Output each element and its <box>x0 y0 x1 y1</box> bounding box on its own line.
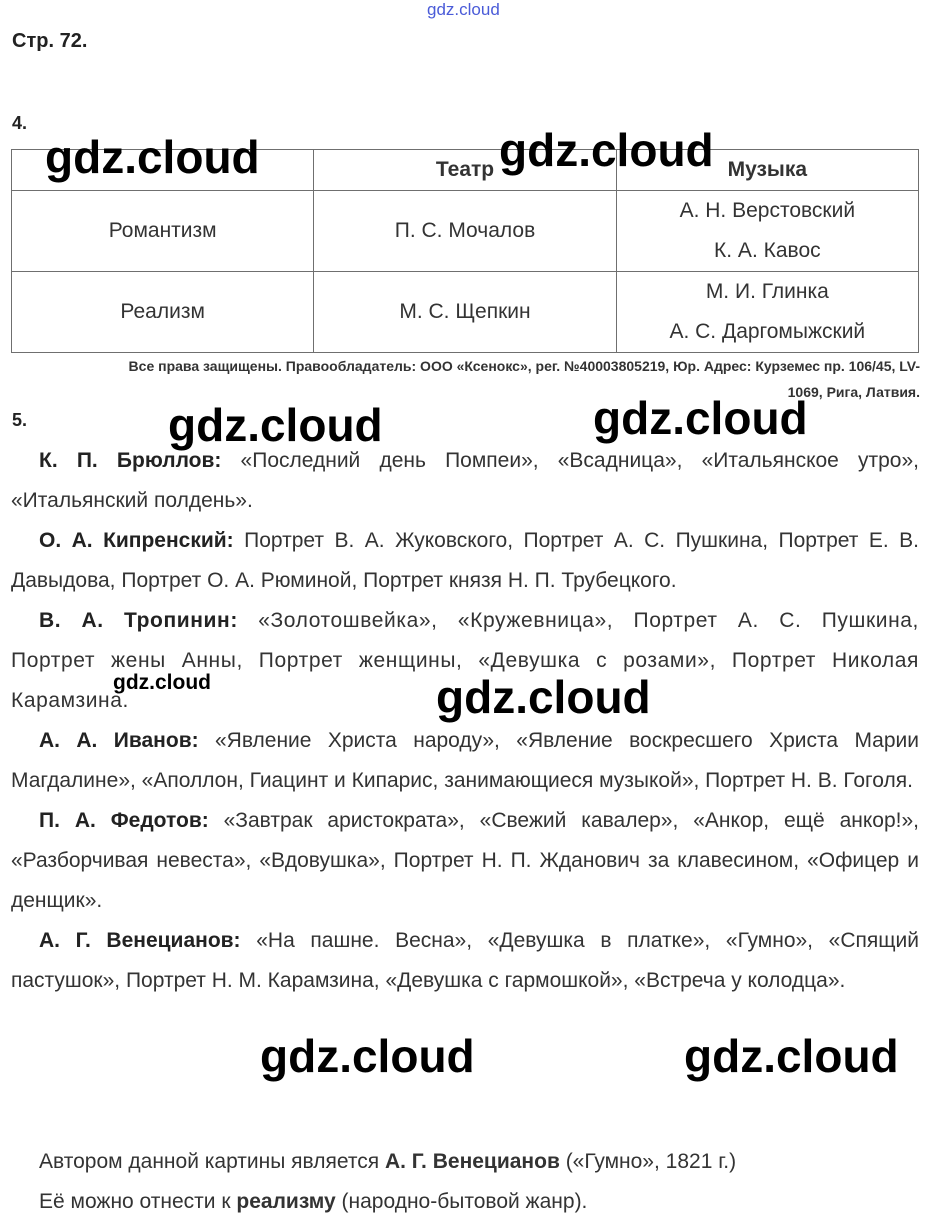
conclusion-line-2 <box>39 1182 736 1222</box>
row-label: Романтизм <box>12 191 314 272</box>
artist-name: А. Г. Венецианов: <box>39 929 241 952</box>
artist-paragraph <box>11 921 919 1001</box>
composer: К. А. Кавос <box>714 239 821 262</box>
artist-name: П. А. Федотов: <box>39 809 209 832</box>
watermark-big: gdz.cloud <box>260 1030 475 1082</box>
watermark-big: gdz.cloud <box>436 671 651 723</box>
conclusion-line-1 <box>39 1142 736 1182</box>
artist-works: «Завтрак аристократа», «Свежий кавалер», «Анкор, ещё анкор!», «Разборчивая невеста», «Вдовушка», Портрет Н. П. Жданович за клавесином, «Офицер и денщик». <box>11 809 919 912</box>
page-reference: Стр. 72. <box>12 30 88 52</box>
copyright-line-2: 1069, Рига, Латвия. <box>787 384 920 400</box>
table-row-romanticism <box>12 191 919 272</box>
composer: А. Н. Верстовский <box>679 199 856 222</box>
artist-name: В. А. Тропинин: <box>39 609 238 632</box>
theatre-cell: П. С. Мочалов <box>314 191 616 272</box>
conclusion-text: («Гумно», 1821 г.) <box>559 1150 737 1173</box>
artist-paragraph <box>11 721 919 801</box>
task-5-number: 5. <box>12 410 28 430</box>
artist-name: О. А. Кипренский: <box>39 529 234 552</box>
conclusion-text: Автором данной картины является <box>39 1150 385 1173</box>
composer: А. С. Даргомыжский <box>669 320 866 343</box>
artist-works: Портрет В. А. Жуковского, Портрет А. С. Пушкина, Портрет Е. В. Давыдова, Портрет О. А. Рюминой, Портрет князя Н. П. Трубецкого. <box>11 529 919 592</box>
copyright-line-1: Все права защищены. Правообладатель: ООО «Ксенокс», рег. №40003805219, Юр. Адрес: Курземес пр. 106/45, LV- <box>128 358 920 374</box>
watermark-top: gdz.cloud <box>427 0 500 19</box>
conclusion-text: Её можно отнести к <box>39 1190 237 1213</box>
watermark-big: gdz.cloud <box>593 392 808 444</box>
artist-paragraph <box>11 521 919 601</box>
theatre-cell: М. С. Щепкин <box>314 272 616 353</box>
artist-works: «Золотошвейка», «Кружевница», Портрет А. С. Пушкина, Портрет жены Анны, Портрет женщины, «Девушка с розами», Портрет Николая Карамзина. <box>11 609 919 712</box>
artist-paragraph <box>11 441 919 521</box>
conclusion-movement: реализму <box>236 1190 336 1213</box>
watermark-big: gdz.cloud <box>499 124 714 176</box>
header-theatre: Театр <box>314 150 616 191</box>
music-cell <box>616 272 918 353</box>
conclusion <box>39 1142 736 1222</box>
composer: М. И. Глинка <box>705 280 829 303</box>
conclusion-text: (народно-бытовой жанр). <box>335 1190 588 1213</box>
watermark-big: gdz.cloud <box>684 1030 899 1082</box>
artist-name: А. А. Иванов: <box>39 729 199 752</box>
artist-paragraph <box>11 801 919 921</box>
task-4-number: 4. <box>12 113 28 133</box>
artist-works: «Явление Христа народу», «Явление воскресшего Христа Марии Магдалине», «Аполлон, Гиацинт и Кипарис, занимающиеся музыкой», Портрет Н. В. Гоголя. <box>11 729 919 792</box>
header-music: Музыка <box>616 150 918 191</box>
conclusion-author: А. Г. Венецианов <box>384 1150 560 1173</box>
artist-works: «Последний день Помпеи», «Всадница», «Итальянское утро», «Итальянский полдень». <box>11 449 919 512</box>
watermark-big: gdz.cloud <box>168 399 383 451</box>
watermark-small: gdz.cloud <box>113 671 211 694</box>
watermark-big: gdz.cloud <box>45 131 260 183</box>
artist-name: К. П. Брюллов: <box>39 449 222 472</box>
artist-works: «На пашне. Весна», «Девушка в платке», «Гумно», «Спящий пастушок», Портрет Н. М. Карамзина, «Девушка с гармошкой», «Встреча у колодца». <box>11 929 920 992</box>
music-cell <box>616 191 918 272</box>
row-label: Реализм <box>12 272 314 353</box>
table-row-realism <box>12 272 919 353</box>
